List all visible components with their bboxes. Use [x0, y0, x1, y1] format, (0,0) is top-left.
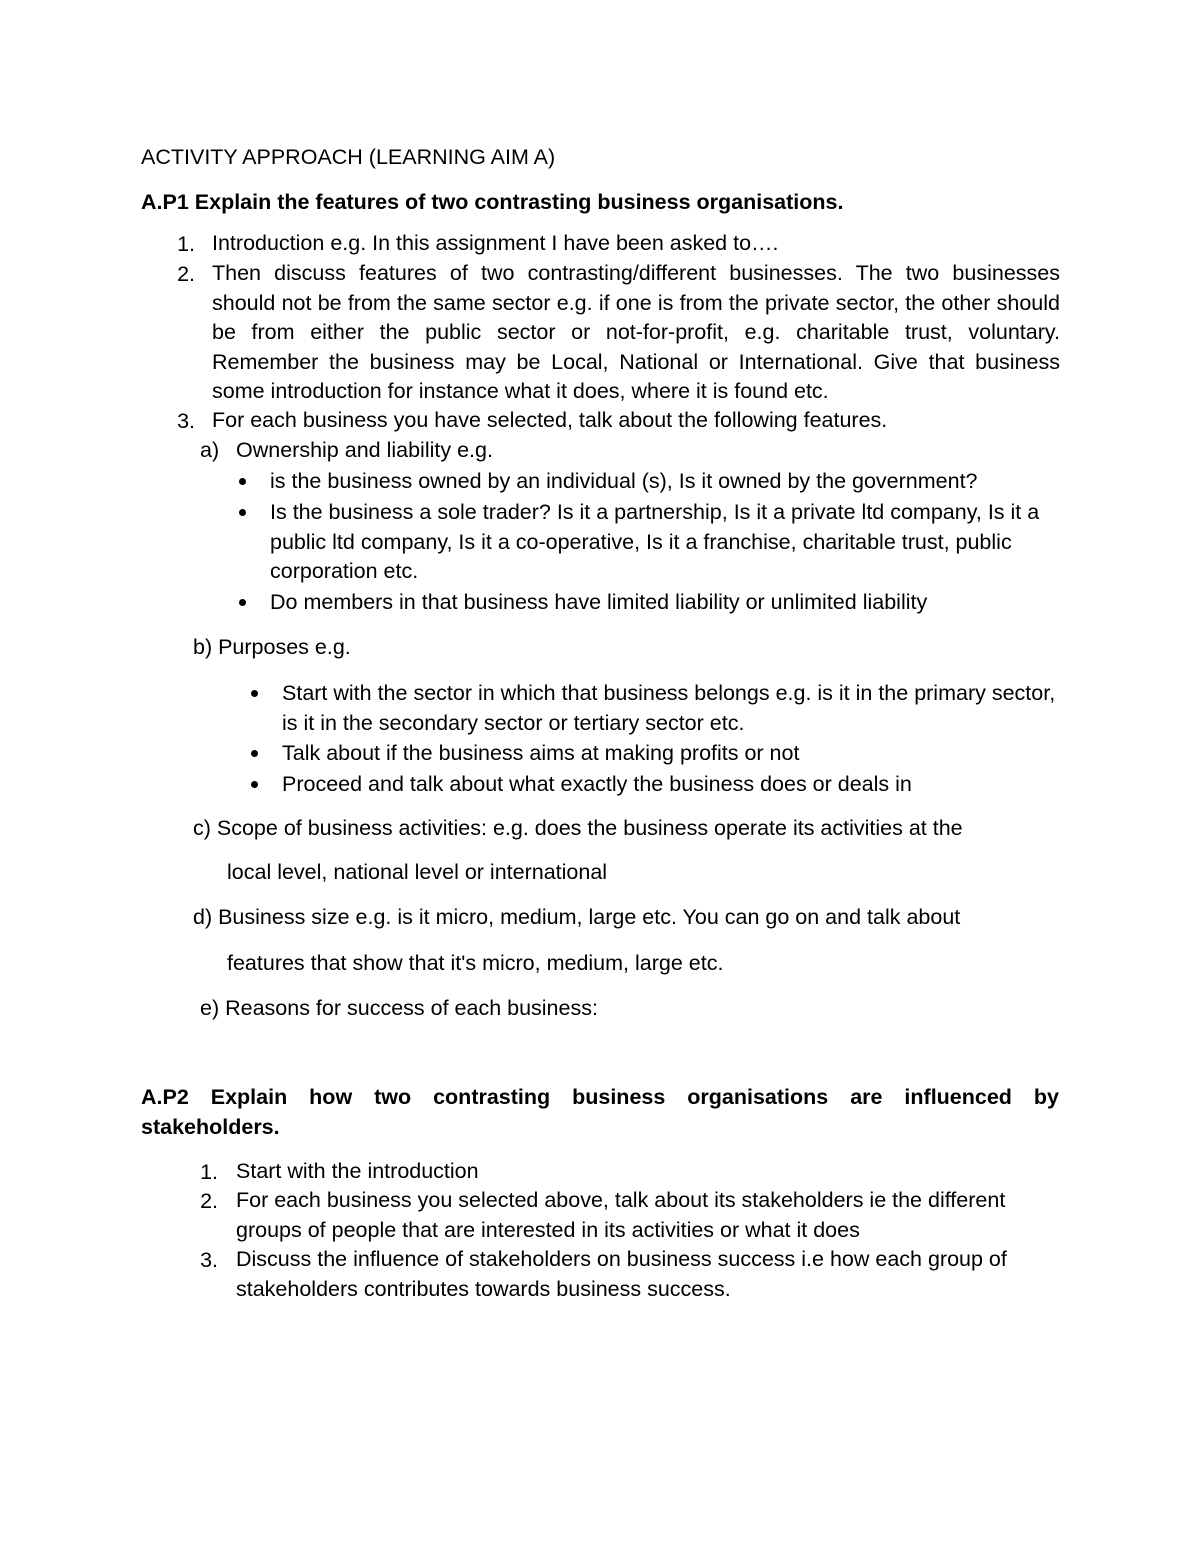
ap1-heading: A.P1 Explain the features of two contrasting business organisations. — [141, 190, 844, 214]
subsection-c-line1: c) Scope of business activities: e.g. does the business operate its activities at the — [193, 816, 963, 840]
subsection-a-bullet: is the business owned by an individual (s), Is it owned by the government? — [270, 469, 978, 493]
subsection-e-text: e) Reasons for success of each business: — [200, 996, 598, 1020]
ap2-item-text: For each business you selected above, talk about its stakeholders ie the different groups of people that are interested in its activities or what it does — [236, 1188, 1006, 1242]
ap2-item-number: 3. — [200, 1248, 218, 1272]
subsection-a-label: a) — [200, 438, 220, 462]
ap1-item-number: 1. — [177, 232, 195, 256]
ap2-item-number: 2. — [200, 1189, 218, 1213]
subsection-a-text: Ownership and liability e.g. — [236, 438, 493, 462]
bullet-icon — [239, 478, 246, 485]
ap2-item-text: Discuss the influence of stakeholders on business success i.e how each group of stakeholders contributes towards business success. — [236, 1247, 1007, 1301]
subsection-b-bullet: Proceed and talk about what exactly the business does or deals in — [282, 772, 912, 796]
page-title: ACTIVITY APPROACH (LEARNING AIM A) — [141, 145, 556, 169]
ap1-item-text: For each business you have selected, talk about the following features. — [212, 408, 888, 432]
bullet-icon — [251, 690, 258, 697]
subsection-b-bullet: Talk about if the business aims at making profits or not — [282, 741, 800, 765]
subsection-d-line1: d) Business size e.g. is it micro, medium, large etc. You can go on and talk about — [193, 905, 961, 929]
ap1-item-text: Introduction e.g. In this assignment I have been asked to…. — [212, 231, 779, 255]
bullet-icon — [239, 509, 246, 516]
ap1-item-text: Then discuss features of two contrasting/different businesses. The two businesses should not be from the same sector e.g. if one is from the private sector, the other should be from either the public sector or not-for-profit, e.g. charitable trust, voluntary. Remember the business may be Local, National or International. Give that business some introduction for instance what it does, where it is found etc. — [212, 261, 1060, 403]
subsection-b-bullet: Start with the sector in which that business belongs e.g. is it in the primary sector, is it in the secondary sector or tertiary sector etc. — [282, 681, 1056, 735]
ap1-item-number: 2. — [177, 262, 195, 286]
subsection-c-line2: local level, national level or international — [227, 860, 608, 884]
bullet-icon — [239, 599, 246, 606]
ap2-heading: A.P2 Explain how two contrasting business organisations are influenced by stakeholders. — [141, 1085, 1059, 1139]
ap2-item-number: 1. — [200, 1160, 218, 1184]
bullet-icon — [251, 781, 258, 788]
subsection-a-bullet: Do members in that business have limited liability or unlimited liability — [270, 590, 928, 614]
subsection-d-line2: features that show that it's micro, medium, large etc. — [227, 951, 724, 975]
bullet-icon — [251, 750, 258, 757]
subsection-a-bullet: Is the business a sole trader? Is it a partnership, Is it a private ltd company, Is it a public ltd company, Is it a co-operative, Is it a franchise, charitable trust, public corporation etc. — [270, 500, 1040, 583]
ap2-item-text: Start with the introduction — [236, 1159, 479, 1183]
ap1-item-number: 3. — [177, 409, 195, 433]
subsection-b-text: b) Purposes e.g. — [193, 635, 351, 659]
